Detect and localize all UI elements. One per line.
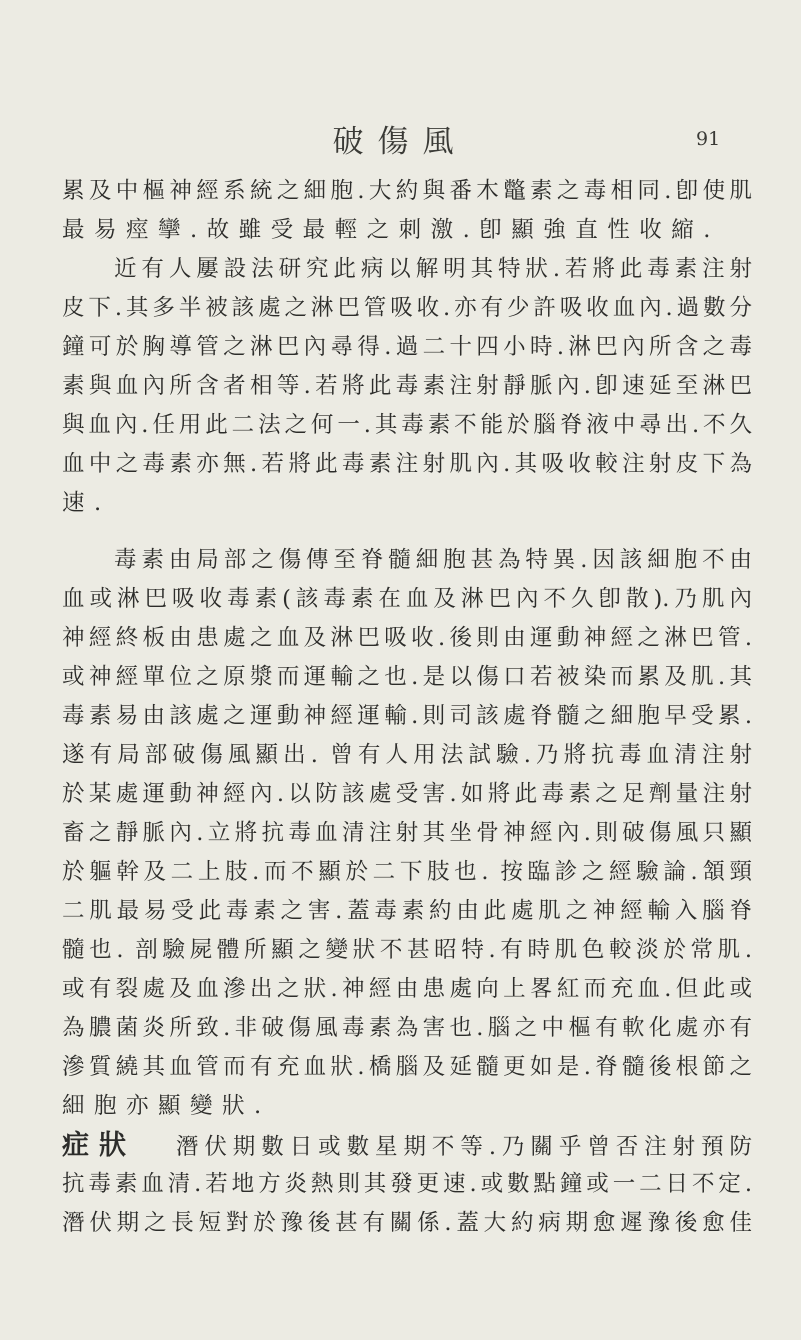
text-line: 遂有局部破傷風顯出. 曾有人用法試驗.乃將抗毒血清注射 [62,742,752,768]
running-title: 破傷風 [332,124,468,160]
paragraph [62,250,752,523]
section-symptoms [62,1126,752,1243]
paragraph [62,541,752,1126]
page-number: 91 [696,128,721,150]
text-line: 於軀幹及二上肢.而不顯於二下肢也. 按臨診之經驗論.頷頸 [62,859,752,885]
text-line: 鐘可於胸導管之淋巴內尋得.過二十四小時.淋巴內所含之毒 [62,334,752,360]
text-body [62,172,752,1243]
text-line: 為膿菌炎所致.非破傷風毒素為害也.腦之中樞有軟化處亦有 [62,1015,752,1041]
text-line: 毒素由局部之傷傳至脊髓細胞甚為特異.因該細胞不由 [114,547,752,573]
text-line: 髓也. 剖驗屍體所顯之變狀不甚昭特.有時肌色較淡於常肌. [62,937,752,963]
text-line: 與血內.任用此二法之何一.其毒素不能於腦脊液中尋出.不久 [62,412,752,438]
section-text: 潛伏期數日或數星期不等.乃關乎曾否注射預防 [175,1134,752,1160]
text-line: 最易痙攣.故雖受最輕之刺激.卽顯強直性收縮. [62,217,720,243]
text-line: 近有人屢設法研究此病以解明其特狀.若將此毒素注射 [114,256,752,282]
text-line: 畜之靜脈內.立將抗毒血清注射其坐骨神經內.則破傷風只顯 [62,820,752,846]
text-line: 於某處運動神經內.以防該處受害.如將此毒素之足劑量注射 [62,781,752,807]
text-line: 素與血內所含者相等.若將此毒素注射靜脈內.卽速延至淋巴 [62,373,752,399]
text-line: 二肌最易受此毒素之害.蓋毒素約由此處肌之神經輸入腦脊 [62,898,752,924]
text-line [62,1126,752,1165]
paragraph [62,172,752,250]
text-line: 速. [62,490,111,516]
running-header [0,116,801,160]
text-line: 神經終板由患處之血及淋巴吸收.後則由運動神經之淋巴管. [62,625,752,651]
text-line: 細胞亦顯變狀. [62,1093,271,1119]
text-line: 抗毒素血清.若地方炎熱則其發更速.或數點鐘或一二日不定. [62,1171,752,1197]
text-line: 或神經單位之原漿而運輸之也.是以傷口若被染而累及肌.其 [62,664,752,690]
text-line: 毒素易由該處之運動神經運輸.則司該處脊髓之細胞早受累. [62,703,752,729]
section-heading: 症狀 [62,1130,136,1161]
text-line: 皮下.其多半被該處之淋巴管吸收.亦有少許吸收血內.過數分 [62,295,752,321]
text-line: 血中之毒素亦無.若將此毒素注射肌內.其吸收較注射皮下為 [62,451,752,477]
text-line: 潛伏期之長短對於豫後甚有關係.蓋大約病期愈遲豫後愈佳 [62,1210,752,1236]
text-line: 血或淋巴吸收毒素(該毒素在血及淋巴內不久卽散).乃肌內 [62,586,752,612]
text-line: 或有裂處及血滲出之狀.神經由患處向上畧紅而充血.但此或 [62,976,752,1002]
text-line: 累及中樞神經系統之細胞.大約與番木鼈素之毒相同.卽使肌 [62,178,752,204]
text-line: 滲質繞其血管而有充血狀.橋腦及延髓更如是.脊髓後根節之 [62,1054,752,1080]
